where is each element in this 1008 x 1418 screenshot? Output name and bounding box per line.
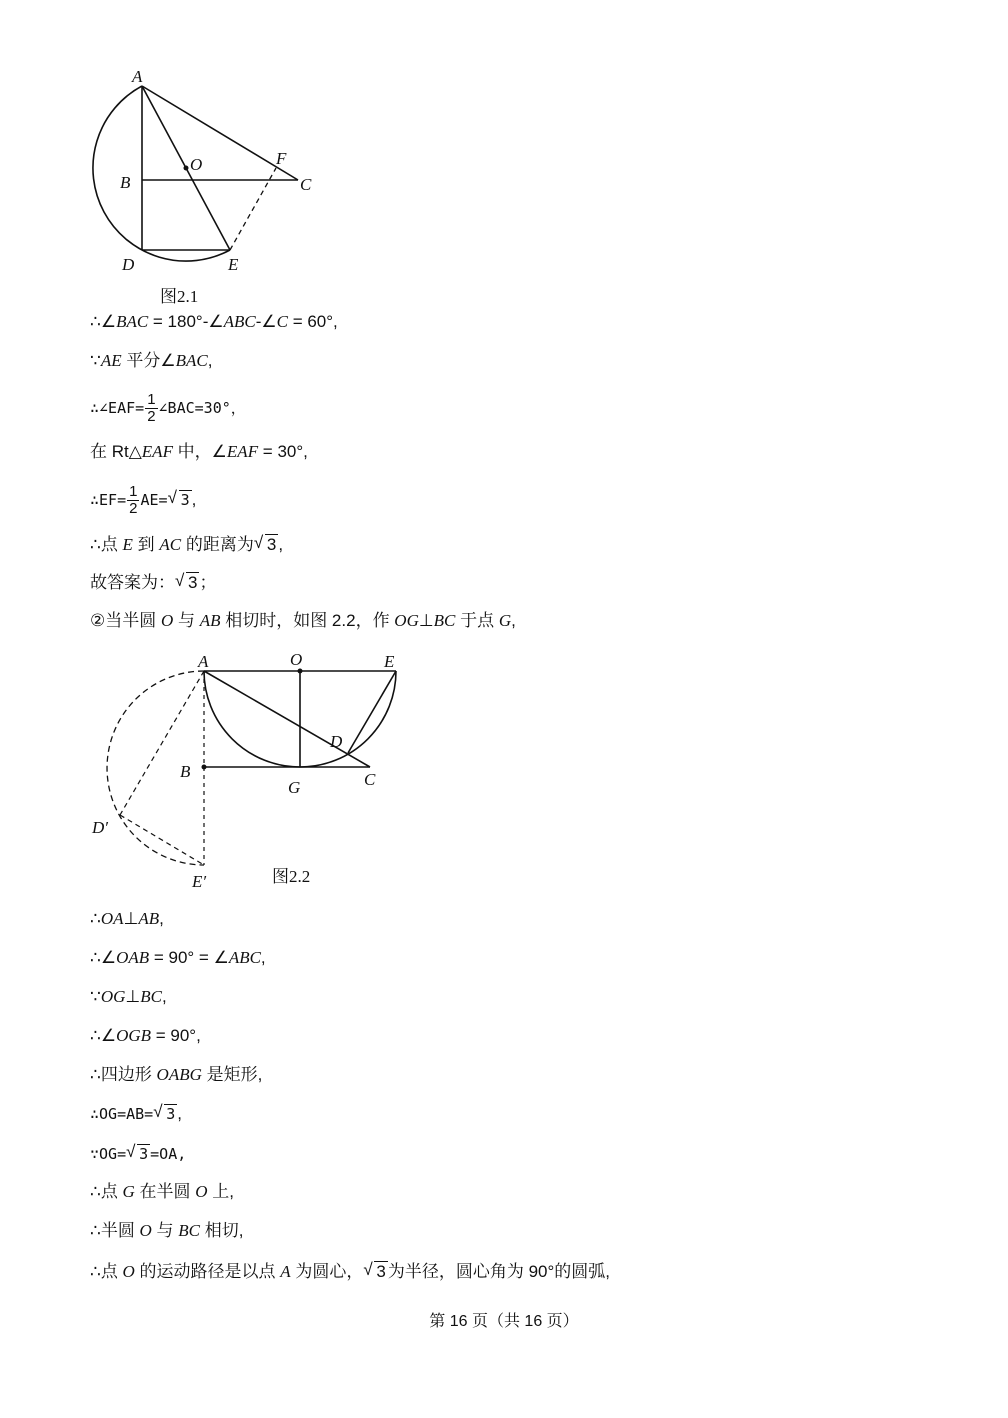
step-line-9: ∴OA⊥AB,: [90, 909, 164, 928]
fig2-label-G: G: [288, 778, 301, 797]
fig2-label-A: A: [198, 652, 209, 671]
step-line-15: ∵OG= √ 3 =OA,: [90, 1142, 186, 1166]
step-line-11: ∵OG⊥BC,: [90, 987, 167, 1006]
fig2-label-B: B: [180, 762, 191, 781]
fig1-label-A: A: [132, 67, 143, 86]
square-root: √ 3: [363, 1260, 386, 1281]
square-root: √ 3: [167, 487, 190, 509]
fig1-label-C: C: [300, 175, 312, 194]
figure-2-1-caption: 图2.1: [160, 287, 199, 306]
fig2-label-D: D: [330, 732, 343, 751]
figure-2-1: [80, 60, 320, 280]
figure-2-2-caption: 图2.2: [272, 867, 311, 886]
step-line-3: ∴∠EAF= $\frac{1}{2}$ ∠BAC=30°，: [90, 391, 246, 425]
step-line-7: 故答案为： √ 3 ；: [90, 571, 216, 595]
figure-2-1-diagram: [80, 60, 320, 280]
fig2-label-E-prime: E′: [192, 872, 207, 891]
step-line-1: ∴∠BAC = 180°-∠ABC-∠C = 60°,: [90, 312, 338, 331]
step-line-17: ∴半圆 O 与 BC 相切,: [90, 1221, 244, 1240]
page-footer: 第 16 页（共 16 页）: [429, 1313, 579, 1330]
fraction: $\frac{1}{2}$: [147, 391, 156, 425]
step-line-5: ∴EF= $\frac{1}{2}$ AE= √ 3 ,: [90, 483, 197, 517]
fig2-label-D-prime: D′: [92, 818, 108, 837]
square-root: √ 3: [175, 571, 198, 592]
step-line-14: ∴OG=AB= √ 3 ,: [90, 1102, 182, 1126]
step-line-6: ∴点 E 到 AC 的距离为 √ 3 ,: [90, 533, 283, 557]
fig2-label-O: O: [290, 650, 303, 669]
step-line-8: ②当半圆 O 与 AB 相切时，如图 2.2，作 OG⊥BC 于点 G,: [90, 611, 516, 630]
fig1-label-B: B: [120, 173, 131, 192]
step-line-2: ∵AE 平分∠BAC,: [90, 351, 213, 370]
square-root: √ 3: [126, 1142, 149, 1163]
step-line-13: ∴四边形 OABG 是矩形,: [90, 1065, 263, 1084]
figure-2-2: [80, 645, 410, 895]
square-root: √ 3: [253, 533, 277, 554]
fraction: $\frac{1}{2}$: [129, 483, 138, 517]
fig1-label-F: F: [276, 149, 287, 168]
step-line-10: ∴∠OAB = 90° = ∠ABC,: [90, 948, 266, 967]
fig1-label-E: E: [228, 255, 239, 274]
fig2-label-E: E: [384, 652, 395, 671]
fig1-label-O: O: [190, 155, 203, 174]
fig1-label-D: D: [122, 255, 135, 274]
step-line-16: ∴点 G 在半圆 O 上,: [90, 1182, 235, 1201]
square-root: √ 3: [153, 1102, 176, 1123]
step-line-12: ∴∠OGB = 90°,: [90, 1026, 201, 1045]
figure-2-2-diagram: [80, 645, 410, 895]
step-line-4: 在 Rt△EAF 中，∠EAF = 30°,: [90, 442, 308, 461]
step-line-18: ∴点 O 的运动路径是以点 A 为圆心， √ 3 为半径，圆心角为 90°的圆弧,: [90, 1260, 610, 1284]
fig2-label-C: C: [364, 770, 376, 789]
